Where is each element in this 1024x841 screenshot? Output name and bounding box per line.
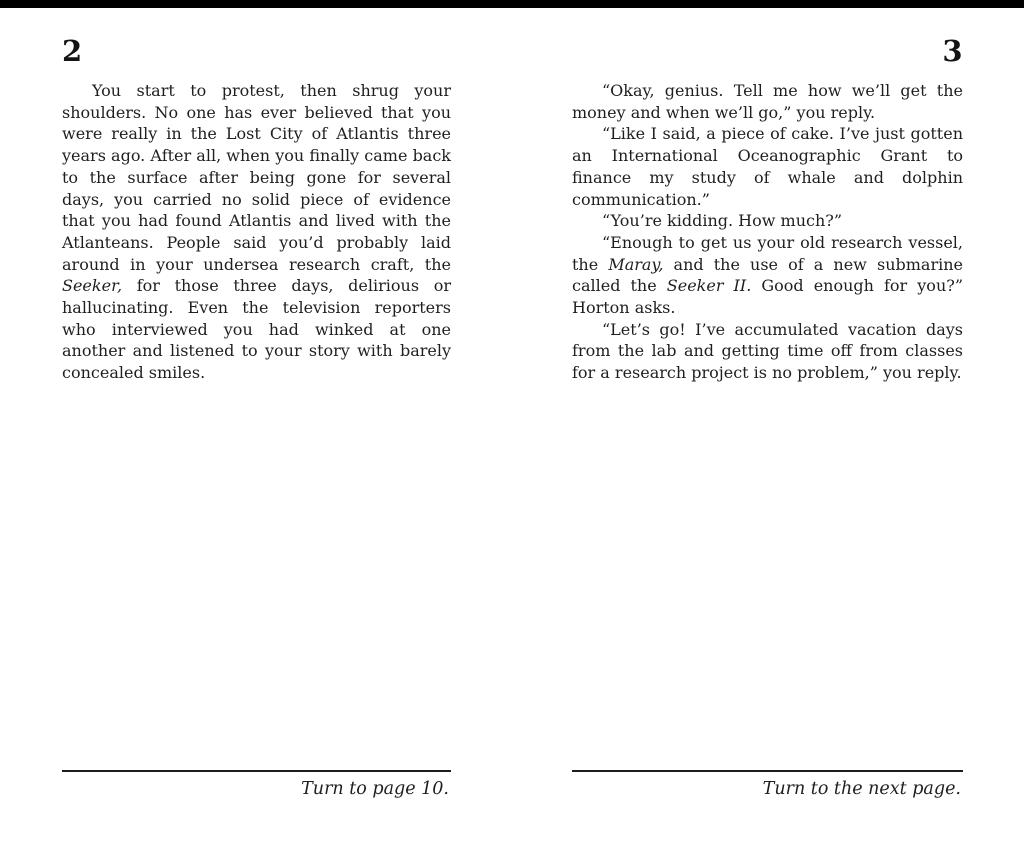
- text-run: “Enough to get us your old research vessel, the: [572, 232, 963, 274]
- text-run: and the use of a new submarine called the: [572, 254, 963, 296]
- footer-rule-right: [572, 770, 963, 772]
- text-run: “You’re kidding. How much?”: [602, 211, 843, 231]
- paragraph: [62, 80, 451, 384]
- page-number-right: 3: [942, 34, 963, 68]
- book-page-right: [572, 0, 963, 841]
- text-run: “Let’s go! I’ve accumulated vacation days from the lab and getting time off from classes for a research project is no problem,” you reply.: [572, 319, 963, 383]
- italic-vessel-name: Seeker II.: [666, 276, 752, 296]
- footer-instruction-right: Turn to the next page.: [762, 779, 961, 799]
- text-run: You start to protest, then shrug your shoulders. No one has ever believed that you were really in the Lost City of Atlantis three years ago. After all, when you finally came back to the surface after being gone for several days, you carried no solid piece of evidence that you had found Atlantis and lived with the Atlanteans. People said you’d probably laid around in your undersea research craft, the: [62, 81, 451, 274]
- text-run: for those three days, delirious or hallucinating. Even the television reporters who interviewed you had winked at one another and listened to your story with barely concealed smiles.: [62, 276, 451, 383]
- paragraph: [572, 123, 963, 210]
- text-run: “Like I said, a piece of cake. I’ve just gotten an International Oceanographic Grant to finance my study of whale and dolphin communication.”: [572, 124, 963, 209]
- footer-instruction-left: Turn to page 10.: [301, 779, 449, 799]
- page-number-left: 2: [62, 34, 83, 68]
- paragraph: [572, 80, 963, 123]
- italic-vessel-name: Seeker,: [62, 276, 123, 296]
- book-page-left: [62, 0, 451, 841]
- paragraph: [572, 319, 963, 384]
- footer-rule-left: [62, 770, 451, 772]
- paragraph: [572, 210, 963, 232]
- body-text-left: [62, 80, 451, 384]
- text-run: “Okay, genius. Tell me how we’ll get the money and when we’ll go,” you reply.: [572, 81, 963, 122]
- paragraph: [572, 232, 963, 319]
- italic-vessel-name: Maray,: [608, 254, 664, 274]
- text-run: Good enough for you?” Horton asks.: [572, 276, 964, 318]
- body-text-right: [572, 80, 963, 384]
